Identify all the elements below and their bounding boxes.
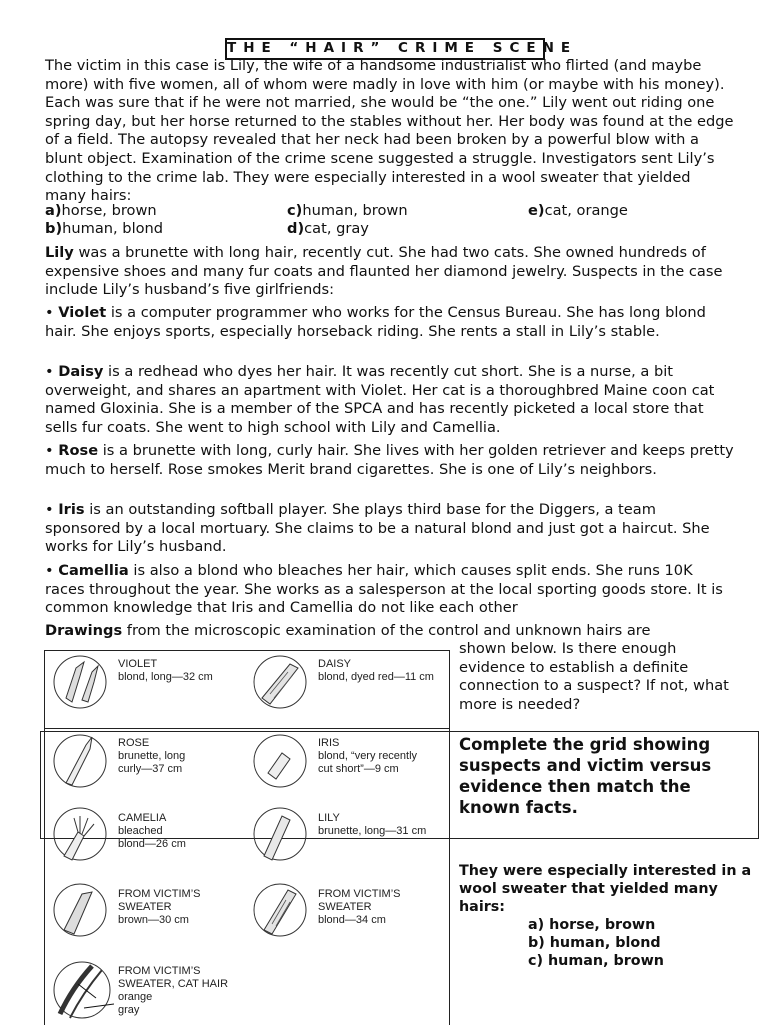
option-e: e)cat, orange [528, 202, 628, 219]
lily-hair-drawing [252, 806, 308, 862]
option-a: a)horse, brown [45, 202, 157, 219]
camelia-hair-drawing [52, 806, 108, 862]
daisy-hair-drawing [252, 654, 308, 710]
sweater-item-b: b) human, blond [528, 935, 661, 951]
option-c: c)human, brown [287, 202, 408, 219]
iris-label: IRIS blond, “very recently cut short”—9 cm [318, 737, 418, 775]
violet-label: VIOLET blond, long—32 cm [118, 658, 213, 683]
lily-label: LILY brunette, long—31 cm [318, 812, 427, 837]
suspect-iris: • Iris is an outstanding softball player. She plays third base for the Diggers, a team sponsored by a local mortuary. She claims to be a natural blond and just got a haircut. She works for Lily’s husband. [45, 501, 710, 556]
lily-paragraph: Lily was a brunette with long hair, recently cut. She had two cats. She owned hundreds of expensive shoes and many fur coats and flaunted her diamond jewelry. Suspects in the case include Lily’s husband’s five girlfriends: [45, 244, 723, 299]
sweater-summary [459, 862, 759, 970]
violet-hair-drawing [52, 654, 108, 710]
option-b: b)human, blond [45, 220, 164, 237]
sweater-cat-hair-drawing [52, 960, 114, 1022]
suspect-rose: • Rose is a brunette with long, curly hair. She lives with her golden retriever and keeps pretty much to herself. Rose smokes Merit brand cigarettes. She is one of Lily’s neighbors. [45, 442, 734, 478]
hair-options [45, 202, 745, 238]
rose-label: ROSE brunette, long curly—37 cm [118, 737, 186, 775]
sweater-item-c: c) human, brown [528, 953, 664, 969]
sweater-brown-hair-drawing [52, 882, 108, 938]
intro-paragraph: The victim in this case is Lily, the wife of a handsome industrialist who flirted (and maybe more) with five women, all of whom were madly in love with him (or maybe with his money). Each was sure that if he were not married, she would be “the one.” Lily went out riding one spring day, but her horse returned to the stables without her. Her body was found at the edge of a field. The autopsy revealed that her neck had been broken by a powerful blow with a blunt object. Examination of the crime scene suggested a struggle. Investigators sent Lily’s clothing to the crime lab. They were especially interested in a wool sweater that yielded many hairs: [45, 57, 734, 205]
suspect-violet: • Violet is a computer programmer who works for the Census Bureau. She has long blond hair. She enjoys sports, especially horseback riding. She rents a stall in Lily’s stable. [45, 304, 706, 340]
page-title: THE “HAIR” CRIME SCENE [225, 38, 545, 60]
suspect-daisy: • Daisy is a redhead who dyes her hair. It was recently cut short. She is a nurse, a bit overweight, and shares an apartment with Violet. Her cat is a thoroughbred Maine coon cat named Gloxinia. She is a member of the SPCA and has recently picketed a local store that sells fur coats. She went to high school with Lily and Camellia. [45, 363, 715, 436]
sweater-blond-hair-drawing [252, 882, 308, 938]
option-d: d)cat, gray [287, 220, 369, 237]
suspect-camellia: • Camellia is also a blond who bleaches her hair, which causes split ends. She runs 10K races throughout the year. She works as a salesperson at the local sporting goods store. It is common knowledge that Iris and Camellia do not like each other [45, 562, 723, 617]
grid-separator [449, 731, 450, 837]
drawings-question: shown below. Is there enough evidence to establish a definite connection to a suspect? If not, what more is needed? [459, 640, 729, 713]
grid-instruction: Complete the grid showing suspects and victim versus evidence then match the known facts. [459, 735, 712, 817]
sweater-blond-label: FROM VICTIM’S SWEATER blond—34 cm [318, 888, 401, 926]
rose-hair-drawing [52, 733, 108, 789]
camelia-label: CAMELIA bleached blond—26 cm [118, 812, 186, 850]
sweater-item-a: a) horse, brown [528, 917, 656, 933]
sweater-brown-label: FROM VICTIM’S SWEATER brown—30 cm [118, 888, 201, 926]
panel-divider [44, 728, 449, 729]
sweater-cat-label: FROM VICTIM’S SWEATER, CAT HAIR orange gray [118, 965, 229, 1016]
drawings-paragraph: Drawings from the microscopic examination of the control and unknown hairs are [45, 622, 651, 639]
iris-hair-drawing [252, 733, 308, 789]
daisy-label: DAISY blond, dyed red—11 cm [318, 658, 434, 683]
sweater-intro: They were especially interested in a wool sweater that yielded many hairs: [459, 863, 752, 915]
